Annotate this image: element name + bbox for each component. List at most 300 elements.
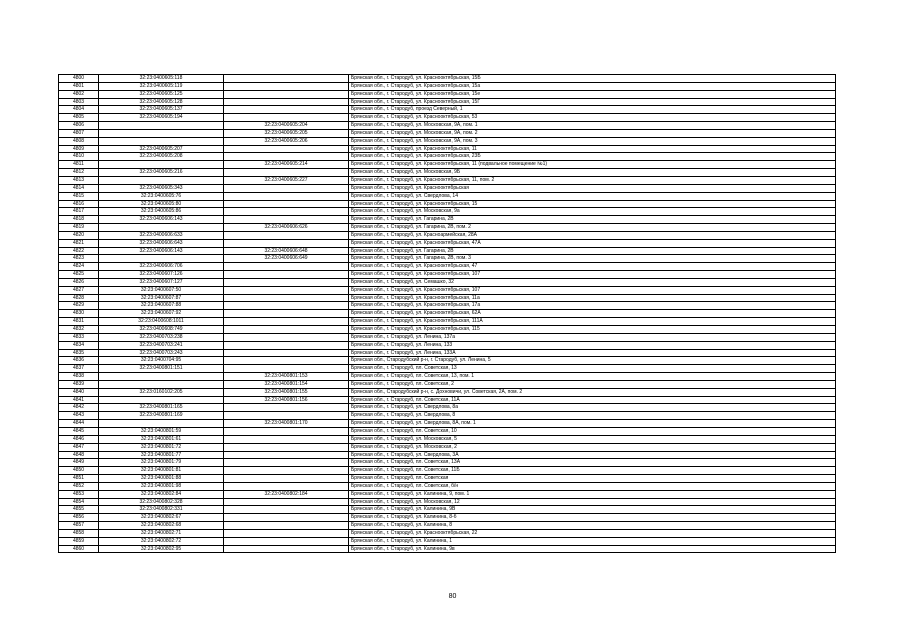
premises-number-cell xyxy=(224,357,349,365)
cadastral-number-cell xyxy=(99,129,224,137)
table-row xyxy=(59,106,836,114)
premises-number-cell xyxy=(224,537,349,545)
row-number-cell: 4814 xyxy=(59,184,99,192)
premises-number-cell: 32:23:0400606:648 xyxy=(224,247,349,255)
table-row xyxy=(59,224,836,232)
premises-number-cell xyxy=(224,341,349,349)
row-number-cell: 4815 xyxy=(59,192,99,200)
row-number-cell: 4854 xyxy=(59,498,99,506)
property-register-table xyxy=(58,74,836,553)
cadastral-number-cell: 32:23:0400607:88 xyxy=(99,302,224,310)
table-row xyxy=(59,365,836,373)
table-row xyxy=(59,122,836,130)
premises-number-cell xyxy=(224,200,349,208)
premises-number-cell xyxy=(224,169,349,177)
cadastral-number-cell: 32:23:0400608:1011 xyxy=(99,318,224,326)
table-row xyxy=(59,294,836,302)
cadastral-number-cell: 32:23:0400606:633 xyxy=(99,231,224,239)
address-cell: Брянская обл., г. Стародуб, ул. Красноoктябрьская, 11 (подвальное помещение №1) xyxy=(349,161,836,169)
table-row xyxy=(59,318,836,326)
table-row xyxy=(59,82,836,90)
row-number-cell: 4808 xyxy=(59,137,99,145)
premises-number-cell xyxy=(224,75,349,83)
table-row xyxy=(59,435,836,443)
address-cell: Брянская обл., г. Стародуб, ул. Гагарина, 2В xyxy=(349,216,836,224)
row-number-cell: 4858 xyxy=(59,529,99,537)
row-number-cell: 4845 xyxy=(59,427,99,435)
table-row xyxy=(59,145,836,153)
premises-number-cell: 32:23:0400605:205 xyxy=(224,129,349,137)
address-cell: Брянская обл., г. Стародуб, пл. Советская xyxy=(349,475,836,483)
cadastral-number-cell: 32:23:0400801:72 xyxy=(99,443,224,451)
table-row xyxy=(59,420,836,428)
address-cell: Брянская обл., г. Стародуб, ул. Красноoктябрьская, 15Б xyxy=(349,75,836,83)
premises-number-cell xyxy=(224,475,349,483)
row-number-cell: 4860 xyxy=(59,545,99,553)
address-cell: Брянская обл., г. Стародуб, пл. Советская, 13, пом. 1 xyxy=(349,373,836,381)
cadastral-number-cell: 32:23:0400802:72 xyxy=(99,537,224,545)
cadastral-number-cell: 32:23:0400605:118 xyxy=(99,75,224,83)
row-number-cell: 4801 xyxy=(59,82,99,90)
address-cell: Брянская обл., г. Стародуб, ул. Свердлова, 14 xyxy=(349,192,836,200)
cadastral-number-cell xyxy=(99,176,224,184)
premises-number-cell xyxy=(224,318,349,326)
premises-number-cell xyxy=(224,412,349,420)
table-row xyxy=(59,506,836,514)
premises-number-cell xyxy=(224,522,349,530)
page-number: 80 xyxy=(448,593,457,600)
row-number-cell: 4824 xyxy=(59,263,99,271)
address-cell: Брянская обл., г. Стародуб, ул. Ленина, 133А xyxy=(349,349,836,357)
row-number-cell: 4835 xyxy=(59,349,99,357)
cadastral-number-cell: 32:23:0400605:76 xyxy=(99,192,224,200)
premises-number-cell xyxy=(224,114,349,122)
table-row xyxy=(59,373,836,381)
address-cell: Брянская обл., г. Стародуб, ул. Ленина, 133 xyxy=(349,341,836,349)
row-number-cell: 4826 xyxy=(59,278,99,286)
cadastral-number-cell: 32:23:0400801:169 xyxy=(99,412,224,420)
address-cell: Брянская обл., г. Стародуб, ул. Московская, 9А, пом. 2 xyxy=(349,129,836,137)
premises-number-cell: 32:23:0400801:153 xyxy=(224,373,349,381)
cadastral-number-cell: 32:23:0400801:59 xyxy=(99,427,224,435)
address-cell: Брянская обл., г. Стародуб, ул. Красноoктябрьская, 115 xyxy=(349,326,836,334)
table-row xyxy=(59,451,836,459)
row-number-cell: 4837 xyxy=(59,365,99,373)
row-number-cell: 4807 xyxy=(59,129,99,137)
address-cell: Брянская обл., г. Стародуб, ул. Семашко, 32 xyxy=(349,278,836,286)
address-cell: Брянская обл., г. Стародуб, ул. Красноoктябрьская, 107 xyxy=(349,286,836,294)
premises-number-cell xyxy=(224,184,349,192)
cadastral-number-cell xyxy=(99,122,224,130)
table-row xyxy=(59,286,836,294)
premises-number-cell xyxy=(224,106,349,114)
address-cell: Брянская обл., г. Стародуб, ул. Красноoктябрьская, 47А xyxy=(349,239,836,247)
cadastral-number-cell xyxy=(99,380,224,388)
address-cell: Брянская обл., г. Стародуб, ул. Красноoктябрьская, 107 xyxy=(349,271,836,279)
premises-number-cell xyxy=(224,326,349,334)
row-number-cell: 4805 xyxy=(59,114,99,122)
row-number-cell: 4825 xyxy=(59,271,99,279)
address-cell: Брянская обл., г. Стародуб, ул. Свердлова, 8 xyxy=(349,412,836,420)
premises-number-cell xyxy=(224,239,349,247)
address-cell: Брянская обл., г. Стародуб, ул. Красноoктябрьская, 11а xyxy=(349,294,836,302)
table-row xyxy=(59,184,836,192)
address-cell: Брянская обл., г. Стародуб, ул. Красноoктябрьская, 15Г xyxy=(349,98,836,106)
cadastral-number-cell xyxy=(99,420,224,428)
cadastral-number-cell: 32:23:0160102:205 xyxy=(99,388,224,396)
address-cell: Брянская обл., г. Стародуб, ул. Московская, 12 xyxy=(349,498,836,506)
table-row xyxy=(59,278,836,286)
premises-number-cell xyxy=(224,145,349,153)
premises-number-cell xyxy=(224,333,349,341)
cadastral-number-cell: 32:23:0400801:61 xyxy=(99,435,224,443)
table-row xyxy=(59,302,836,310)
table-row xyxy=(59,498,836,506)
table-row xyxy=(59,161,836,169)
address-cell: Брянская обл., г. Стародуб, ул. Красноoктябрьская, 11 xyxy=(349,145,836,153)
table-row xyxy=(59,490,836,498)
row-number-cell: 4838 xyxy=(59,373,99,381)
row-number-cell: 4830 xyxy=(59,310,99,318)
address-cell: Брянская обл., г. Стародуб, ул. Красноoктябрьская, 15а xyxy=(349,82,836,90)
premises-number-cell xyxy=(224,98,349,106)
address-cell: Брянская обл., г. Стародуб, ул. Калинина, 9, пом. 1 xyxy=(349,490,836,498)
cadastral-number-cell xyxy=(99,373,224,381)
row-number-cell: 4820 xyxy=(59,231,99,239)
cadastral-number-cell: 32:23:0400605:125 xyxy=(99,90,224,98)
premises-number-cell xyxy=(224,294,349,302)
cadastral-number-cell xyxy=(99,161,224,169)
cadastral-number-cell xyxy=(99,396,224,404)
table-row xyxy=(59,545,836,553)
table-row xyxy=(59,129,836,137)
row-number-cell: 4839 xyxy=(59,380,99,388)
row-number-cell: 4828 xyxy=(59,294,99,302)
address-cell: Брянская обл., г. Стародуб, ул. Красноoктябрьская, 22 xyxy=(349,529,836,537)
cadastral-number-cell: 32:23:0400605:194 xyxy=(99,114,224,122)
premises-number-cell: 32:23:0400802:184 xyxy=(224,490,349,498)
row-number-cell: 4817 xyxy=(59,208,99,216)
table-row xyxy=(59,310,836,318)
address-cell: Брянская обл., г. Стародуб, ул. Красноoктябрьская, 15е xyxy=(349,90,836,98)
table-row xyxy=(59,482,836,490)
address-cell: Брянская обл., г. Стародуб, ул. Калинина, 9В xyxy=(349,506,836,514)
premises-number-cell: 32:23:0400801:156 xyxy=(224,396,349,404)
cadastral-number-cell: 32:23:0400605:119 xyxy=(99,82,224,90)
cadastral-number-cell: 32:23:0400605:137 xyxy=(99,106,224,114)
table-row xyxy=(59,169,836,177)
row-number-cell: 4841 xyxy=(59,396,99,404)
address-cell: Брянская обл., Стародубский р-н, с. Дохновичи, ул. Советская, 2А, пом. 2 xyxy=(349,388,836,396)
cadastral-number-cell: 32:23:0400703:243 xyxy=(99,349,224,357)
table-row xyxy=(59,529,836,537)
address-cell: Брянская обл., г. Стародуб, ул. Красноoктябрьская, 47 xyxy=(349,263,836,271)
address-cell: Брянская обл., Стародубский р-н, г. Стародуб, ул. Ленина, 5 xyxy=(349,357,836,365)
address-cell: Брянская обл., г. Стародуб, ул. Московская, 5 xyxy=(349,435,836,443)
cadastral-number-cell: 32:23:0400607:50 xyxy=(99,286,224,294)
row-number-cell: 4821 xyxy=(59,239,99,247)
premises-number-cell xyxy=(224,451,349,459)
cadastral-number-cell: 32:23:0400606:706 xyxy=(99,263,224,271)
premises-number-cell xyxy=(224,231,349,239)
row-number-cell: 4856 xyxy=(59,514,99,522)
row-number-cell: 4810 xyxy=(59,153,99,161)
cadastral-number-cell: 32:23:0400802:331 xyxy=(99,506,224,514)
table-row xyxy=(59,341,836,349)
address-cell: Брянская обл., г. Стародуб, ул. Гагарина, 2В xyxy=(349,247,836,255)
address-cell: Брянская обл., г. Стародуб, пл. Советская, 13 xyxy=(349,365,836,373)
address-cell: Брянская обл., г. Стародуб, ул. Красноoктябрьская, 23Б xyxy=(349,153,836,161)
premises-number-cell xyxy=(224,302,349,310)
cadastral-number-cell: 32:23:0400802:328 xyxy=(99,498,224,506)
cadastral-number-cell: 32:23:0400606:143 xyxy=(99,247,224,255)
address-cell: Брянская обл., г. Стародуб, ул. Красноoктябрьская, 11, пом. 2 xyxy=(349,176,836,184)
cadastral-number-cell: 32:23:0400703:238 xyxy=(99,333,224,341)
table-row xyxy=(59,522,836,530)
premises-number-cell: 32:23:0400605:204 xyxy=(224,122,349,130)
cadastral-number-cell: 32:23:0400607:87 xyxy=(99,294,224,302)
premises-number-cell xyxy=(224,467,349,475)
row-number-cell: 4833 xyxy=(59,333,99,341)
table-row xyxy=(59,349,836,357)
row-number-cell: 4827 xyxy=(59,286,99,294)
cadastral-number-cell: 32:23:0400801:79 xyxy=(99,459,224,467)
address-cell: Брянская обл., г. Стародуб, ул. Калинина, 9в xyxy=(349,545,836,553)
table-row xyxy=(59,90,836,98)
row-number-cell: 4806 xyxy=(59,122,99,130)
cadastral-number-cell xyxy=(99,224,224,232)
address-cell: Брянская обл., г. Стародуб, ул. Московская, 9Б xyxy=(349,169,836,177)
table-row xyxy=(59,475,836,483)
address-cell: Брянская обл., г. Стародуб, пл. Советская, 11Б xyxy=(349,467,836,475)
table-row xyxy=(59,427,836,435)
premises-number-cell xyxy=(224,498,349,506)
row-number-cell: 4850 xyxy=(59,467,99,475)
premises-number-cell xyxy=(224,514,349,522)
row-number-cell: 4851 xyxy=(59,475,99,483)
premises-number-cell xyxy=(224,482,349,490)
cadastral-number-cell: 32:23:0400605:216 xyxy=(99,169,224,177)
table-row xyxy=(59,404,836,412)
address-cell: Брянская обл., г. Стародуб, ул. Свердлова, 3А xyxy=(349,451,836,459)
row-number-cell: 4849 xyxy=(59,459,99,467)
row-number-cell: 4840 xyxy=(59,388,99,396)
row-number-cell: 4804 xyxy=(59,106,99,114)
address-cell: Брянская обл., г. Стародуб, ул. Московская, 9а xyxy=(349,208,836,216)
cadastral-number-cell: 32:23:0400607:127 xyxy=(99,278,224,286)
address-cell: Брянская обл., г. Стародуб, ул. Калинина, 1 xyxy=(349,537,836,545)
cadastral-number-cell: 32:23:0400801:88 xyxy=(99,475,224,483)
register-body xyxy=(59,75,836,553)
cadastral-number-cell: 32:23:0400607:92 xyxy=(99,310,224,318)
row-number-cell: 4816 xyxy=(59,200,99,208)
row-number-cell: 4832 xyxy=(59,326,99,334)
table-row xyxy=(59,357,836,365)
address-cell: Брянская обл., г. Стародуб, ул. Красноoктябрьская, 53 xyxy=(349,114,836,122)
premises-number-cell: 32:23:0400801:155 xyxy=(224,388,349,396)
cadastral-number-cell: 32:23:0400802:68 xyxy=(99,522,224,530)
address-cell: Брянская обл., г. Стародуб, ул. Свердлова, 8А, пом. 1 xyxy=(349,420,836,428)
table-row xyxy=(59,396,836,404)
table-row xyxy=(59,239,836,247)
row-number-cell: 4819 xyxy=(59,224,99,232)
premises-number-cell xyxy=(224,443,349,451)
cadastral-number-cell: 32:23:0400608:749 xyxy=(99,326,224,334)
table-row xyxy=(59,514,836,522)
row-number-cell: 4847 xyxy=(59,443,99,451)
table-row xyxy=(59,75,836,83)
address-cell: Брянская обл., г. Стародуб, ул. Московская, 2 xyxy=(349,443,836,451)
row-number-cell: 4811 xyxy=(59,161,99,169)
address-cell: Брянская обл., г. Стародуб, ул. Красноoктябрьская xyxy=(349,184,836,192)
cadastral-number-cell: 32:23:0400605:208 xyxy=(99,153,224,161)
premises-number-cell: 32:23:0400605:206 xyxy=(224,137,349,145)
row-number-cell: 4803 xyxy=(59,98,99,106)
premises-number-cell xyxy=(224,459,349,467)
premises-number-cell xyxy=(224,506,349,514)
table-row xyxy=(59,537,836,545)
row-number-cell: 4846 xyxy=(59,435,99,443)
premises-number-cell xyxy=(224,153,349,161)
row-number-cell: 4843 xyxy=(59,412,99,420)
premises-number-cell: 32:23:0400801:170 xyxy=(224,420,349,428)
cadastral-number-cell: 32:23:0400605:207 xyxy=(99,145,224,153)
address-cell: Брянская обл., г. Стародуб, пл. Советская, б/н xyxy=(349,482,836,490)
address-cell: Брянская обл., г. Стародуб, проезд Северный, 1 xyxy=(349,106,836,114)
address-cell: Брянская обл., г. Стародуб, ул. Ленина, 137а xyxy=(349,333,836,341)
cadastral-number-cell: 32:23:0400605:128 xyxy=(99,98,224,106)
cadastral-number-cell: 32:23:0400605:80 xyxy=(99,200,224,208)
row-number-cell: 4853 xyxy=(59,490,99,498)
premises-number-cell xyxy=(224,192,349,200)
table-row xyxy=(59,176,836,184)
row-number-cell: 4855 xyxy=(59,506,99,514)
table-row xyxy=(59,255,836,263)
table-row xyxy=(59,388,836,396)
table-row xyxy=(59,208,836,216)
table-row xyxy=(59,192,836,200)
premises-number-cell xyxy=(224,208,349,216)
address-cell: Брянская обл., г. Стародуб, ул. Калинина, 8-б xyxy=(349,514,836,522)
cadastral-number-cell: 32:23:0400801:98 xyxy=(99,482,224,490)
row-number-cell: 4831 xyxy=(59,318,99,326)
premises-number-cell xyxy=(224,427,349,435)
cadastral-number-cell: 32:23:0400802:95 xyxy=(99,545,224,553)
row-number-cell: 4836 xyxy=(59,357,99,365)
premises-number-cell xyxy=(224,529,349,537)
table-row xyxy=(59,114,836,122)
cadastral-number-cell: 32:23:0400801:77 xyxy=(99,451,224,459)
address-cell: Брянская обл., г. Стародуб, ул. Гагарина, 2В, пом. 3 xyxy=(349,255,836,263)
address-cell: Брянская обл., г. Стародуб, пл. Советская, 11А xyxy=(349,396,836,404)
premises-number-cell xyxy=(224,349,349,357)
row-number-cell: 4844 xyxy=(59,420,99,428)
cadastral-number-cell xyxy=(99,137,224,145)
row-number-cell: 4859 xyxy=(59,537,99,545)
row-number-cell: 4813 xyxy=(59,176,99,184)
cadastral-number-cell: 32:23:0400607:126 xyxy=(99,271,224,279)
table-row xyxy=(59,326,836,334)
table-row xyxy=(59,231,836,239)
cadastral-number-cell: 32:23:0400801:151 xyxy=(99,365,224,373)
premises-number-cell xyxy=(224,545,349,553)
cadastral-number-cell: 32:23:0400801:81 xyxy=(99,467,224,475)
premises-number-cell xyxy=(224,263,349,271)
cadastral-number-cell: 32:23:0400802:71 xyxy=(99,529,224,537)
cadastral-number-cell: 32:23:0400605:86 xyxy=(99,208,224,216)
address-cell: Брянская обл., г. Стародуб, пл. Советская, 13А xyxy=(349,459,836,467)
premises-number-cell: 32:23:0400606:626 xyxy=(224,224,349,232)
row-number-cell: 4829 xyxy=(59,302,99,310)
premises-number-cell: 32:23:0400606:649 xyxy=(224,255,349,263)
address-cell: Брянская обл., г. Стародуб, ул. Гагарина, 2В, пом. 2 xyxy=(349,224,836,232)
address-cell: Брянская обл., г. Стародуб, ул. Московская, 9А, пом. 1 xyxy=(349,122,836,130)
address-cell: Брянская обл., г. Стародуб, пл. Советская, 2 xyxy=(349,380,836,388)
cadastral-number-cell: 32:23:0400801:165 xyxy=(99,404,224,412)
cadastral-number-cell: 32:23:0400704:95 xyxy=(99,357,224,365)
row-number-cell: 4802 xyxy=(59,90,99,98)
row-number-cell: 4809 xyxy=(59,145,99,153)
address-cell: Брянская обл., г. Стародуб, ул. Московская, 9А, пом. 3 xyxy=(349,137,836,145)
cadastral-number-cell: 32:23:0400606:643 xyxy=(99,239,224,247)
premises-number-cell xyxy=(224,310,349,318)
premises-number-cell xyxy=(224,216,349,224)
table-row xyxy=(59,98,836,106)
address-cell: Брянская обл., г. Стародуб, ул. Красноoктябрьская, 17а xyxy=(349,302,836,310)
row-number-cell: 4800 xyxy=(59,75,99,83)
address-cell: Брянская обл., г. Стародуб, ул. Красноoктябрьская, 15 xyxy=(349,200,836,208)
table-row xyxy=(59,263,836,271)
cadastral-number-cell: 32:23:0400802:67 xyxy=(99,514,224,522)
table-row xyxy=(59,137,836,145)
row-number-cell: 4852 xyxy=(59,482,99,490)
table-row xyxy=(59,459,836,467)
address-cell: Брянская обл., г. Стародуб, пл. Советская, 10 xyxy=(349,427,836,435)
address-cell: Брянская обл., г. Стародуб, ул. Калинина, 8 xyxy=(349,522,836,530)
table-row xyxy=(59,200,836,208)
cadastral-number-cell: 32:23:0400703:241 xyxy=(99,341,224,349)
table-row xyxy=(59,247,836,255)
row-number-cell: 4812 xyxy=(59,169,99,177)
row-number-cell: 4823 xyxy=(59,255,99,263)
premises-number-cell: 32:23:0400605:214 xyxy=(224,161,349,169)
table-row xyxy=(59,333,836,341)
premises-number-cell xyxy=(224,90,349,98)
premises-number-cell: 32:23:0400801:154 xyxy=(224,380,349,388)
premises-number-cell xyxy=(224,404,349,412)
premises-number-cell xyxy=(224,435,349,443)
table-row xyxy=(59,443,836,451)
premises-number-cell xyxy=(224,271,349,279)
table-row xyxy=(59,380,836,388)
row-number-cell: 4834 xyxy=(59,341,99,349)
table-row xyxy=(59,467,836,475)
premises-number-cell xyxy=(224,278,349,286)
table-row xyxy=(59,412,836,420)
cadastral-number-cell: 32:23:0400802:84 xyxy=(99,490,224,498)
cadastral-number-cell xyxy=(99,255,224,263)
row-number-cell: 4818 xyxy=(59,216,99,224)
table-row xyxy=(59,271,836,279)
premises-number-cell xyxy=(224,365,349,373)
row-number-cell: 4848 xyxy=(59,451,99,459)
table-row xyxy=(59,216,836,224)
premises-number-cell xyxy=(224,286,349,294)
row-number-cell: 4842 xyxy=(59,404,99,412)
address-cell: Брянская обл., г. Стародуб, ул. Красноармейская, 28А xyxy=(349,231,836,239)
table-row xyxy=(59,153,836,161)
premises-number-cell xyxy=(224,82,349,90)
